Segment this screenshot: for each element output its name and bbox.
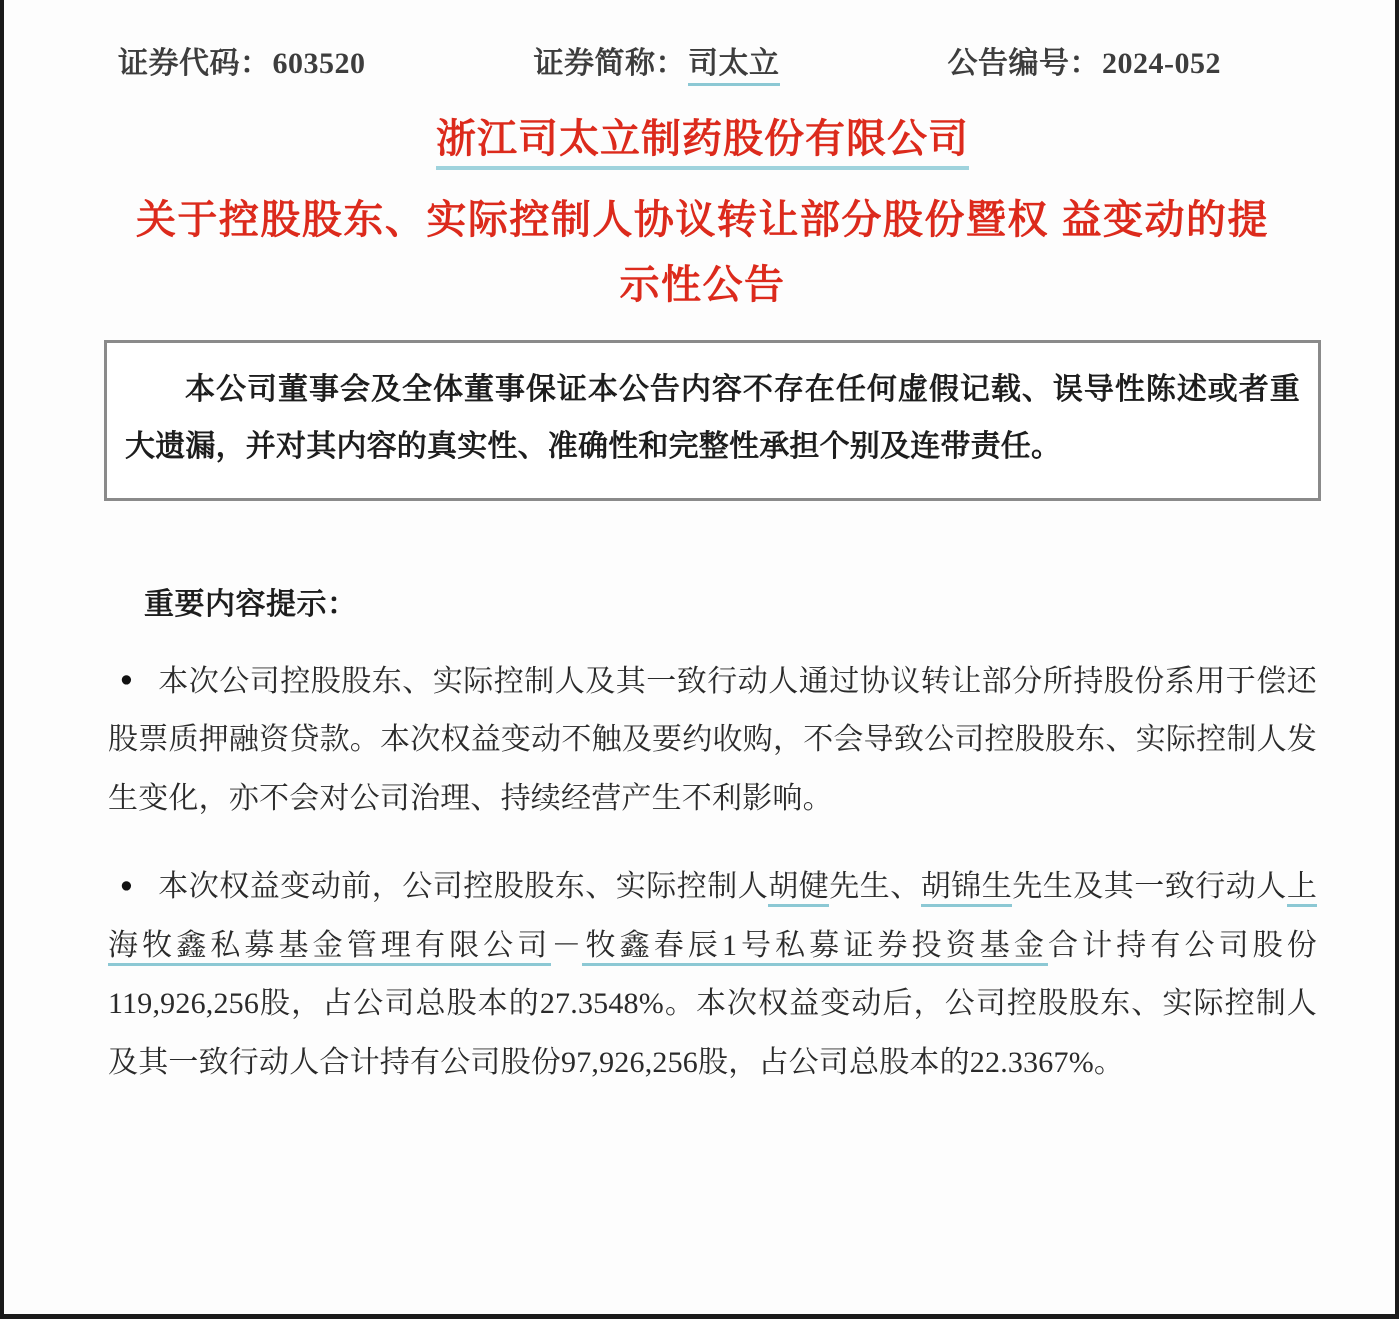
security-abbr-value[interactable]: 司太立	[688, 38, 780, 86]
notice-number-value: 2024-052	[1102, 47, 1221, 80]
bullet-item-1-text: 本次公司控股股东、实际控制人及其一致行动人通过协议转让部分所持股份系用于偿还股票质押融资贷款。本次权益变动不触及要约收购，不会导致公司控股股东、实际控制人发生变化，亦不会对公司治理、持续经营产生不利影响。	[108, 664, 1317, 815]
document-header-row	[74, 0, 1331, 86]
body-text-run: －	[551, 928, 582, 962]
important-notice-heading: 重要内容提示：	[144, 587, 358, 621]
body-block	[74, 579, 1331, 1093]
bullet-item-2-text	[108, 870, 1317, 1079]
body-text-run: 本次权益变动前，公司控股股东、实际控制人	[157, 870, 769, 904]
security-code-label: 证券代码：	[118, 47, 271, 80]
company-name-line	[74, 114, 1331, 170]
entity-link[interactable]: 胡锦生	[921, 870, 1013, 907]
disclaimer-box	[104, 340, 1321, 501]
bullet-dot-icon: ●	[119, 872, 134, 897]
notice-number-group	[948, 38, 1222, 82]
security-code-group	[118, 38, 366, 82]
announcement-title	[74, 188, 1331, 318]
company-name[interactable]: 浙江司太立制药股份有限公司	[436, 114, 969, 170]
bullet-item-1	[108, 653, 1317, 829]
body-text-run: 先生、	[829, 870, 921, 904]
announcement-title-line1: 关于控股股东、实际控制人协议转让部分股份暨权	[135, 198, 1049, 242]
body-text-run: 合计持有公司股份119,926,256股，占公司总股本的27.3548%。本次权益变动后，公司控股股东、实际控制人及其一致行动人合计持有公司股份97,926,256股，占公司总股本的22.3367%。	[108, 928, 1317, 1079]
title-block	[74, 114, 1331, 318]
bullet-dot-icon: ●	[119, 667, 134, 692]
security-code-value: 603520	[272, 47, 366, 80]
page-content	[4, 0, 1395, 1314]
entity-link[interactable]: 牧鑫春辰1号私募证券投资基金	[582, 929, 1048, 966]
announcement-title-line2: 益变动的提示性公告	[619, 198, 1270, 307]
security-abbr-label: 证券简称：	[533, 47, 686, 80]
body-text-run: 先生及其一致行动人	[1012, 870, 1287, 904]
bullet-item-2	[108, 858, 1317, 1092]
entity-link[interactable]: 上海牧鑫私募基金管理有限公司	[108, 870, 1317, 966]
disclaimer-text: 本公司董事会及全体董事保证本公告内容不存在任何虚假记载、误导性陈述或者重大遗漏，并对其内容的真实性、准确性和完整性承担个别及连带责任。	[125, 372, 1300, 464]
notice-number-label: 公告编号：	[947, 47, 1100, 80]
security-abbr-group	[534, 38, 780, 86]
entity-link[interactable]: 胡健	[768, 870, 829, 907]
